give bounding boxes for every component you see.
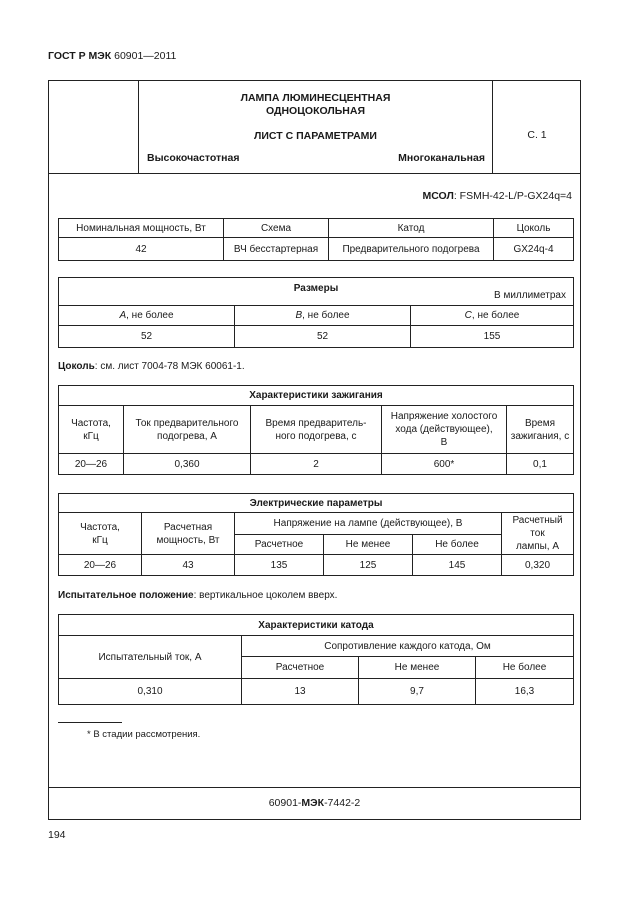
header-el-power: Расчетная мощность, Вт xyxy=(142,513,235,555)
header-voltage-rated: Расчетное xyxy=(235,535,324,555)
lamp-title-line2: ОДНОЦОКОЛЬНАЯ xyxy=(265,105,366,117)
value-voltage-rated: 135 xyxy=(235,555,324,576)
ignition-title: Характеристики зажигания xyxy=(59,386,574,406)
value-dim-c: 155 xyxy=(411,326,574,348)
header-test-current: Испытательный ток, А xyxy=(59,636,242,679)
test-position-note xyxy=(58,590,337,601)
header-cap: Цоколь xyxy=(494,219,574,238)
bottom-divider xyxy=(49,787,580,788)
header-resistance-max: Не более xyxy=(476,657,574,679)
electrical-title: Электрические параметры xyxy=(59,494,574,513)
header-open-circuit-voltage: Напряжение холостого хода (действующее), В xyxy=(382,406,507,454)
header-power: Номинальная мощность, Вт xyxy=(59,219,224,238)
footnote-separator xyxy=(58,722,122,723)
header-cathode-resistance: Сопротивление каждого катода, Ом xyxy=(242,636,574,657)
lamp-title-line1: ЛАМПА ЛЮМИНЕСЦЕНТНАЯ xyxy=(240,92,391,104)
cathode-title: Характеристики катода xyxy=(59,615,574,636)
value-frequency: 20—26 xyxy=(59,454,124,475)
header-resistance-rated: Расчетное xyxy=(242,657,359,679)
header-preheat-time: Время предваритель- ного подогрева, с xyxy=(251,406,382,454)
title-right-cell xyxy=(492,81,581,173)
title-main-cell xyxy=(139,81,492,173)
test-position-label: Испытательное положение xyxy=(58,590,194,601)
header-voltage-min: Не менее xyxy=(324,535,413,555)
cap-note-text: : см. лист 7004-78 МЭК 60061-1. xyxy=(94,361,245,372)
value-el-frequency: 20—26 xyxy=(59,555,142,576)
footnote: * В стадии рассмотрения. xyxy=(87,729,201,740)
value-voltage-max: 145 xyxy=(413,555,502,576)
value-resistance-max: 16,3 xyxy=(476,679,574,705)
value-preheat-current: 0,360 xyxy=(124,454,251,475)
lamp-type-right: Многоканальная xyxy=(398,152,485,164)
dimensions-unit: В миллиметрах xyxy=(494,290,566,301)
header-lamp-current: Расчетный ток лампы, А xyxy=(502,513,574,555)
header-voltage-max: Не более xyxy=(413,535,502,555)
sheet-code: 60901-МЭК-7442-2 xyxy=(268,797,361,809)
msol-label: МСОЛ xyxy=(422,190,454,202)
cap-note xyxy=(58,361,245,372)
header-dim-a: A, не более xyxy=(59,306,235,326)
value-cap: GX24q-4 xyxy=(494,238,574,261)
sheet-page-ref: С. 1 xyxy=(527,129,547,141)
header-dim-b: B, не более xyxy=(235,306,411,326)
value-ignition-time: 0,1 xyxy=(507,454,574,475)
header-cathode: Катод xyxy=(329,219,494,238)
value-cathode: Предварительного подогрева xyxy=(329,238,494,261)
test-position-text: : вертикальное цоколем вверх. xyxy=(193,590,338,601)
lamp-type-left: Высокочастотная xyxy=(147,152,240,164)
data-sheet-frame xyxy=(48,80,581,820)
value-lamp-current: 0,320 xyxy=(502,555,574,576)
value-resistance-rated: 13 xyxy=(242,679,359,705)
dimensions-title: Размеры xyxy=(293,283,339,294)
header-dim-c: C, не более xyxy=(411,306,574,326)
value-power: 42 xyxy=(59,238,224,261)
header-resistance-min: Не менее xyxy=(359,657,476,679)
value-test-current: 0,310 xyxy=(59,679,242,705)
cap-note-label: Цоколь xyxy=(58,361,95,372)
dimensions-table xyxy=(58,277,574,348)
msol-designation xyxy=(422,190,572,202)
value-resistance-min: 9,7 xyxy=(359,679,476,705)
page-number: 194 xyxy=(48,829,66,841)
ignition-table xyxy=(58,385,574,475)
dimensions-title-cell xyxy=(59,278,574,306)
document-header xyxy=(48,50,176,62)
title-left-cell xyxy=(49,81,139,173)
value-preheat-time: 2 xyxy=(251,454,382,475)
value-open-circuit-voltage: 600* xyxy=(382,454,507,475)
header-frequency: Частота, кГц xyxy=(59,406,124,454)
header-preheat-current: Ток предварительного подогрева, А xyxy=(124,406,251,454)
value-dim-a: 52 xyxy=(59,326,235,348)
value-dim-b: 52 xyxy=(235,326,411,348)
standard-prefix: ГОСТ Р МЭК xyxy=(48,50,112,62)
standard-number: 60901—2011 xyxy=(114,50,177,62)
header-circuit: Схема xyxy=(224,219,329,238)
cathode-table xyxy=(58,614,574,705)
sheet-title: ЛИСТ С ПАРАМЕТРАМИ xyxy=(254,130,377,142)
msol-value: : FSMH-42-L/P-GX24q=4 xyxy=(453,190,572,202)
header-el-frequency: Частота, кГц xyxy=(59,513,142,555)
value-el-power: 43 xyxy=(142,555,235,576)
electrical-table xyxy=(58,493,574,576)
value-circuit: ВЧ бесстартерная xyxy=(224,238,329,261)
basic-params-table xyxy=(58,218,574,261)
title-block xyxy=(49,81,580,174)
value-voltage-min: 125 xyxy=(324,555,413,576)
header-lamp-voltage: Напряжение на лампе (действующее), В xyxy=(235,513,502,535)
header-ignition-time: Время зажигания, с xyxy=(507,406,574,454)
